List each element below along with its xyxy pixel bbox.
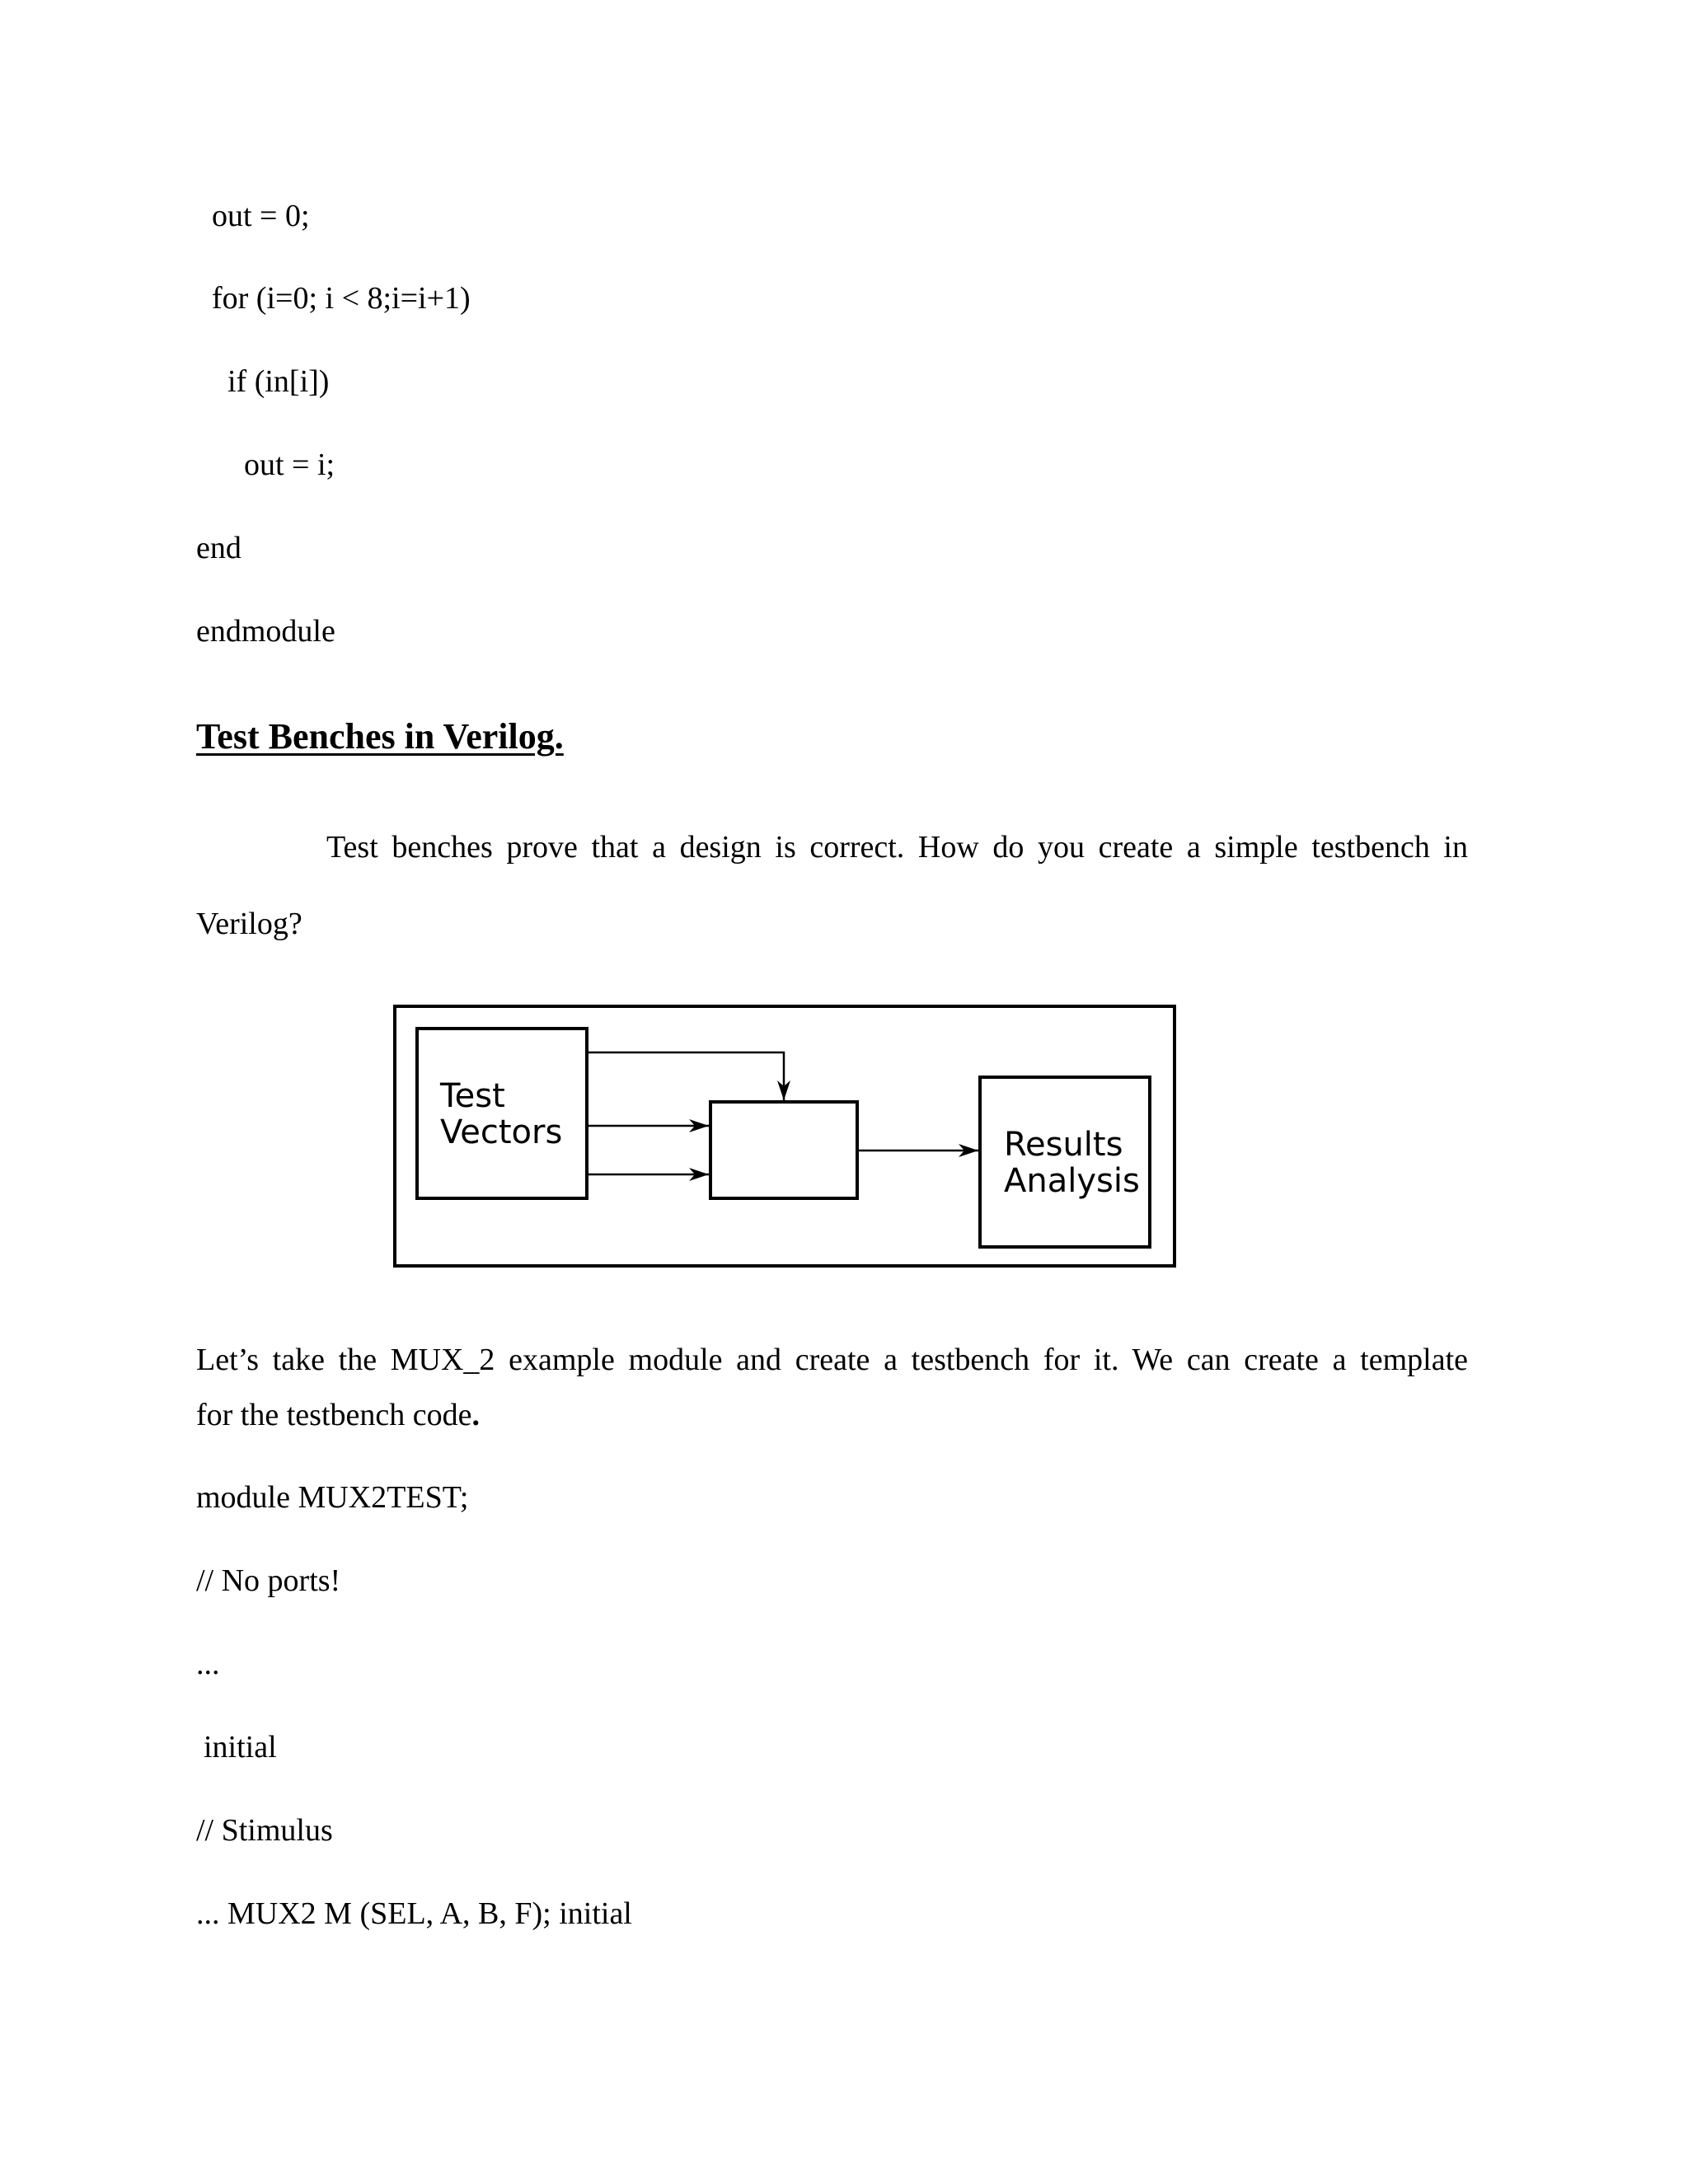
body-paragraph-line-1: Let’s take the MUX_2 example module and create a testbench for it. We can create a template [196,1343,1468,1377]
intro-paragraph-line-2: Verilog? [196,907,302,941]
body-paragraph-line-2-text: for the testbench code [196,1398,472,1432]
section-heading: Test Benches in Verilog. [196,716,564,757]
code-line-initial: initial [204,1730,277,1765]
body-paragraph-line-2 [196,1399,480,1431]
code-line-mux2-instance: ... MUX2 M (SEL, A, B, F); initial [196,1896,632,1931]
code-line-no-ports-comment: // No ports! [196,1563,341,1598]
design-under-test-box [710,1102,857,1198]
arrow-vectors-to-dut-top [587,1052,784,1100]
test-vectors-label-line-2: Vectors [440,1113,563,1151]
results-analysis-box [980,1077,1150,1247]
test-vectors-box [417,1029,587,1198]
diagram-outer-frame [395,1006,1175,1266]
intro-paragraph-line-1: Test benches prove that a design is correct. How do you create a simple testbench in [326,830,1468,865]
code-line-ellipsis: ... [196,1647,220,1681]
code-line-module-mux2test: module MUX2TEST; [196,1480,469,1515]
test-vectors-label-line-1: Test [440,1077,505,1115]
code-line-if: if (in[i]) [227,364,330,399]
results-label-line-2: Analysis [1004,1162,1140,1200]
code-line-stimulus-comment: // Stimulus [196,1813,333,1848]
code-line-out-zero: out = 0; [212,199,310,233]
code-line-out-i: out = i; [244,448,335,482]
results-label-line-1: Results [1004,1126,1123,1164]
code-line-end: end [196,531,241,565]
code-line-endmodule: endmodule [196,614,335,649]
body-paragraph-line-2-period: . [471,1398,480,1432]
code-line-for-loop: for (i=0; i < 8;i=i+1) [212,281,471,316]
